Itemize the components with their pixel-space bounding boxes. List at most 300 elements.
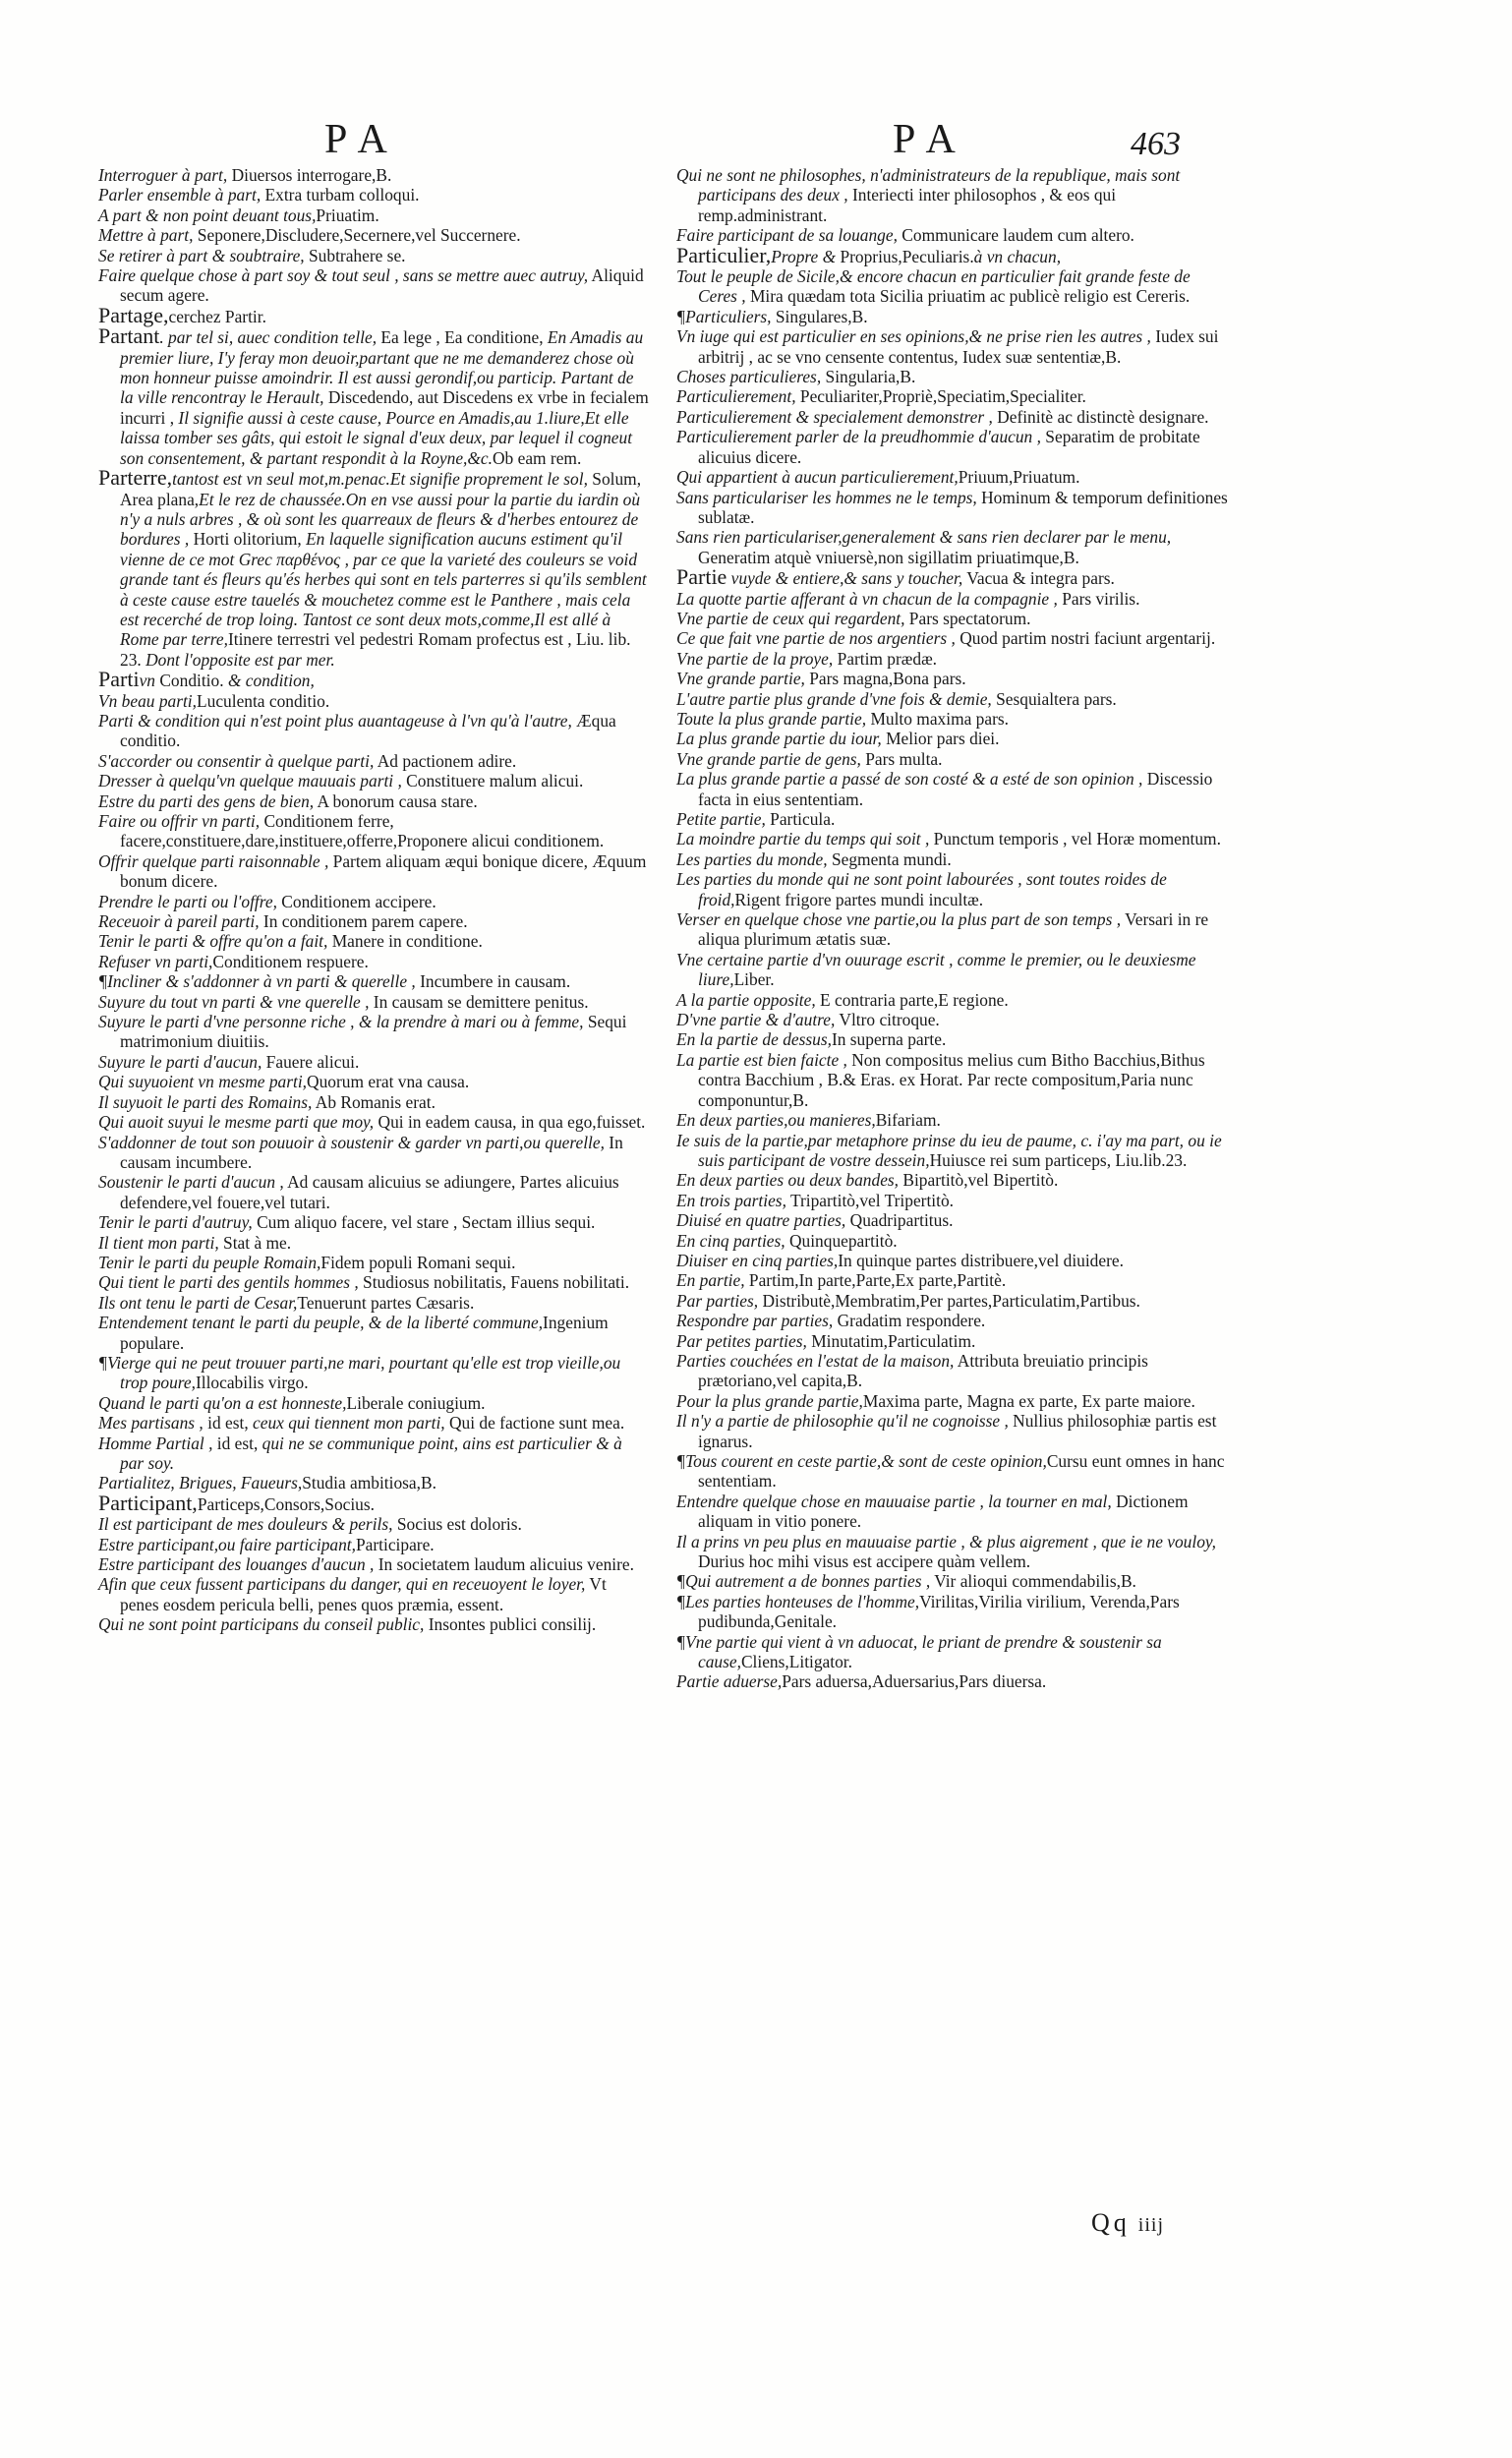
dictionary-entry: [98, 1172, 649, 1212]
entry-latin: Minutatim,Particulatim.: [806, 1330, 976, 1351]
entry-french: Mes partisans ,: [98, 1413, 208, 1434]
entry-latin: A bonorum causa stare.: [314, 790, 478, 811]
dictionary-entry: [676, 367, 1233, 386]
dictionary-entry: [98, 1313, 649, 1353]
entry-french: Afin que ceux fussent participans du danger, qui en receuoyent le loyer,: [98, 1574, 586, 1595]
entry-french: Diuiser en cinq parties,: [676, 1250, 839, 1270]
entry-french: à vn chacun,: [973, 246, 1062, 266]
dictionary-entry: [98, 931, 649, 951]
entry-headword: Partage,: [98, 302, 169, 327]
entry-latin: Quadripartitus.: [845, 1210, 954, 1231]
entry-latin: Punctum temporis , vel Horæ momentum.: [929, 829, 1221, 849]
entry-french: Parti & condition qui n'est point plus auantageuse à l'vn qu'à l'autre,: [98, 710, 572, 731]
dictionary-entry: [676, 407, 1233, 427]
entry-latin: Studia ambitiosa,B.: [302, 1473, 436, 1493]
dictionary-entry: [676, 689, 1233, 709]
entry-latin: In conditionem parem capere.: [259, 911, 468, 932]
entry-french: & condition,: [223, 671, 315, 691]
dictionary-entry: [98, 1353, 649, 1393]
entry-latin: Nullius philosophiæ partis est ignarus.: [698, 1411, 1217, 1451]
entry-latin: Pars multa.: [860, 748, 943, 769]
entry-french: Qui suyuoient vn mesme parti,: [98, 1072, 308, 1092]
signature-mark: [1091, 2208, 1164, 2238]
entry-latin: Bipartitò,vel Bipertitò.: [899, 1170, 1059, 1191]
entry-french: Tenir le parti & offre qu'on a fait,: [98, 931, 328, 952]
dictionary-entry: [676, 1571, 1233, 1591]
entry-french: Qui appartient à aucun particulierement,: [676, 467, 959, 488]
entry-french: Dont l'opposite est par mer.: [145, 649, 335, 670]
entry-latin: Pars spectatorum.: [904, 608, 1031, 628]
entry-french: Qui auoit suyui le mesme parti que moy,: [98, 1112, 375, 1133]
entry-latin: Studiosus nobilitatis, Fauens nobilitati.: [358, 1272, 630, 1293]
entry-french: Tenir le parti d'autruy,: [98, 1212, 253, 1233]
entry-latin: Priuum,Priuatum.: [958, 467, 1080, 488]
dictionary-entry: [98, 711, 649, 751]
dictionary-entry: [98, 811, 649, 851]
entry-french: Estre participant des louanges d'aucun ,: [98, 1554, 375, 1575]
entry-french: Pour la plus grande partie,: [676, 1390, 863, 1411]
entry-french: Dresser à quelqu'vn quelque mauuais parti ,: [98, 771, 402, 791]
entry-latin: Ad causam alicuius se adiungere, Partes alicuius defendere,vel fouere,vel tutari.: [120, 1172, 619, 1212]
dictionary-entry: [98, 1012, 649, 1052]
entry-french: Vn iuge qui est particulier en ses opinions,& ne prise rien les autres ,: [676, 326, 1151, 347]
dictionary-entry: [98, 265, 649, 306]
dictionary-entry: [98, 791, 649, 811]
entry-latin: Generatim atquè vniuersè,non sigillatim priuatimque,B.: [698, 547, 1079, 567]
entry-latin: Dictionem aliquam in vitio ponere.: [698, 1491, 1189, 1532]
entry-latin: Diuersos interrogare,B.: [227, 165, 392, 185]
entry-latin: Liber.: [733, 969, 775, 990]
entry-latin: Partim,In parte,Parte,Ex parte,Partitè.: [744, 1270, 1007, 1291]
entry-latin: Singularia,B.: [821, 367, 916, 387]
dictionary-entry: [676, 1671, 1233, 1691]
entry-latin: Solum, Area plana,: [120, 469, 642, 509]
entry-latin: Vir alioqui commendabilis,B.: [930, 1571, 1136, 1592]
entry-french: S'addonner de tout son pouuoir à soustenir & garder vn parti,ou querelle,: [98, 1132, 605, 1152]
entry-french: ceux qui tiennent mon parti,: [253, 1413, 445, 1434]
entry-latin: In superna parte.: [831, 1029, 947, 1050]
dictionary-entry: [676, 1451, 1233, 1492]
dictionary-entry: [676, 669, 1233, 688]
entry-french: Petite partie,: [676, 809, 766, 829]
entry-latin: Conditionem ferre, facere,constituere,dare,instituere,offerre,Proponere alicui conditionem.: [120, 811, 605, 851]
dictionary-entry: [98, 952, 649, 971]
entry-french: Suyure du tout vn parti & vne querelle ,: [98, 991, 370, 1012]
entry-french: Par parties,: [676, 1290, 759, 1311]
entry-french: En la partie de dessus,: [676, 1029, 832, 1050]
entry-french: Se retirer à part & soubtraire,: [98, 245, 305, 265]
dictionary-entry: [676, 1210, 1233, 1230]
dictionary-entry: [676, 467, 1233, 487]
entry-latin: Attributa breuiatio principis prætoriano,vel capita,B.: [698, 1350, 1148, 1391]
entry-french: Particulierement,: [676, 386, 796, 407]
dictionary-entry: [98, 185, 649, 205]
entry-french: Vne certaine partie d'vn ouurage escrit , comme le premier, ou le deuxiesme liure,: [676, 949, 1196, 990]
entry-french: Diuisé en quatre parties,: [676, 1210, 846, 1231]
entry-french: Faire quelque chose à part soy & tout seul , sans se mettre auec autruy,: [98, 265, 589, 286]
entry-latin: Virilitas,Virilia virilium, Verenda,Pars pudibunda,Genitale.: [698, 1591, 1180, 1632]
right-column: [676, 165, 1233, 1692]
entry-latin: Separatim de probitate alicuius dicere.: [698, 427, 1200, 467]
entry-latin: Rigent frigore partes mundi incultæ.: [734, 889, 984, 909]
entry-latin: Discessio facta in eius sententiam.: [698, 769, 1213, 809]
entry-latin: Æqua conditio.: [120, 710, 616, 751]
running-head-left: PA: [324, 117, 401, 162]
entry-french: En deux parties,ou manieres,: [676, 1110, 876, 1131]
dictionary-entry: [98, 1614, 649, 1634]
entry-french: En deux parties ou deux bandes,: [676, 1170, 900, 1191]
dictionary-entry: [98, 911, 649, 931]
entry-french: Il tient mon parti,: [98, 1232, 219, 1253]
entry-latin: Definitè ac distinctè designare.: [992, 406, 1209, 427]
entry-latin: Fauere alicui.: [262, 1051, 360, 1072]
entry-latin: Vt penes eosdem pericula belli, penes quos præmia, essent.: [120, 1574, 607, 1614]
dictionary-entry: [676, 709, 1233, 729]
entry-latin: Priuatim.: [316, 205, 379, 225]
entry-latin: Cliens,Litigator.: [740, 1652, 852, 1672]
entry-french: Propre &: [771, 246, 841, 266]
dictionary-entry: [98, 1112, 649, 1132]
dictionary-entry: [676, 809, 1233, 829]
dictionary-entry: [98, 1293, 649, 1313]
entry-latin: Horti olitorium,: [189, 529, 307, 550]
dictionary-entry: [98, 465, 649, 670]
entry-french: Ce que fait vne partie de nos argentiers ,: [676, 628, 956, 649]
signature-letters: Qq: [1091, 2208, 1131, 2237]
entry-french: ¶Tous courent en ceste partie,& sont de ceste opinion,: [676, 1451, 1047, 1471]
dictionary-entry: [676, 1029, 1233, 1049]
entry-french: Qui ne sont point participans du conseil public,: [98, 1614, 425, 1635]
entry-latin: Iudex sui arbitrij , ac se vno censente contentus, Iudex suæ sententiæ,B.: [698, 326, 1219, 367]
entry-french: Qui tient le parti des gentils hommes ,: [98, 1272, 359, 1293]
dictionary-entry: [676, 1291, 1233, 1311]
entry-latin: Socius est doloris.: [392, 1514, 522, 1535]
signature-sheet: iiij: [1137, 2214, 1165, 2236]
entry-french: La plus grande partie du iour,: [676, 729, 882, 749]
entry-french: Il n'y a partie de philosophie qu'il ne cognoisse ,: [676, 1411, 1009, 1432]
dictionary-entry: [676, 649, 1233, 669]
page-number: 463: [1131, 126, 1181, 162]
entry-latin: Conditionem respuere.: [212, 951, 369, 971]
dictionary-entry: [98, 1272, 649, 1292]
entry-french: Sans particulariser les hommes ne le temps,: [676, 487, 977, 507]
dictionary-entry: [676, 1131, 1233, 1171]
dictionary-entry: [98, 205, 649, 225]
dictionary-entry: [676, 427, 1233, 467]
entry-french: En partie,: [676, 1270, 745, 1291]
entry-french: Offrir quelque parti raisonnable ,: [98, 850, 329, 871]
entry-latin: Gradatim respondere.: [833, 1311, 986, 1331]
dictionary-entry: [676, 1010, 1233, 1029]
entry-latin: Conditionem accipere.: [276, 891, 436, 911]
entry-french: Choses particulieres,: [676, 367, 822, 387]
entry-french: Les parties du monde qui ne sont point labourées , sont toutes roides de froid,: [676, 869, 1167, 909]
entry-french: qui ne se communique point, ains est particulier & à par soy.: [120, 1433, 622, 1473]
entry-latin: Melior pars diei.: [881, 729, 1000, 749]
dictionary-entry: [98, 1233, 649, 1253]
dictionary-entry: [98, 1434, 649, 1474]
entry-french: ¶Les parties honteuses de l'homme,: [676, 1591, 920, 1611]
dictionary-entry: [676, 386, 1233, 406]
entry-latin: Pars aduersa,Aduersarius,Pars diuersa.: [782, 1671, 1047, 1692]
dictionary-entry: [676, 628, 1233, 648]
entry-latin: Liberale coniugium.: [346, 1392, 486, 1413]
dictionary-entry: [676, 769, 1233, 809]
dictionary-entry: [676, 1532, 1233, 1572]
entry-latin: Distributè,Membratim,Per partes,Particulatim,Partibus.: [758, 1290, 1140, 1311]
dictionary-entry: [676, 527, 1233, 567]
entry-french: ¶Qui autrement a de bonnes parties ,: [676, 1571, 931, 1592]
dictionary-entry: [676, 242, 1233, 267]
entry-latin: id est,: [216, 1433, 262, 1453]
entry-french: Interroguer à part,: [98, 165, 228, 185]
dictionary-entry: [676, 488, 1233, 528]
entry-latin: Sequi matrimonium diuitiis.: [120, 1012, 627, 1052]
entry-french: Quand le parti qu'on a est honneste,: [98, 1392, 347, 1413]
entry-latin: In societatem laudum alicuius venire.: [374, 1554, 634, 1575]
entry-latin: Durius hoc mihi visus est accipere quàm vellem.: [698, 1551, 1031, 1572]
entry-french: Faire ou offrir vn parti,: [98, 811, 261, 831]
entry-french: Qui ne sont ne philosophes, n'administrateurs de la republique, mais sont participans des deux ,: [676, 165, 1181, 205]
entry-latin: Proprius,Peculiaris.: [840, 246, 974, 266]
dictionary-entry: [676, 1391, 1233, 1411]
entry-french: . par tel si, auec condition telle,: [159, 327, 378, 348]
dictionary-entry: [98, 667, 649, 692]
entry-french: Suyure le parti d'vne personne riche , & la prendre à mari ou à femme,: [98, 1012, 584, 1032]
entry-latin: Tenuerunt partes Cæsaris.: [297, 1292, 475, 1313]
entry-latin: Fidem populi Romani sequi.: [320, 1252, 516, 1272]
entry-french: Particulierement parler de la preudhommie d'aucun ,: [676, 427, 1041, 447]
entry-headword: Partant: [98, 323, 160, 349]
entry-french: ¶Vierge qui ne peut trouuer parti,ne mari, pourtant qu'elle est trop vieille,ou trop poure,: [98, 1352, 621, 1393]
entry-french: La partie est bien faicte ,: [676, 1049, 847, 1070]
dictionary-entry: [676, 266, 1233, 307]
entry-latin: Non compositus melius cum Bitho Bacchius,Bithus contra Bacchium , B.& Eras. ex Horat. Par recte compositum,Paria nunc componuntur,B.: [698, 1049, 1205, 1110]
entry-latin: Ea lege , Ea conditione,: [377, 327, 548, 348]
dictionary-entry: [676, 749, 1233, 769]
entry-latin: Partem aliquam æqui bonique dicere, Æquum bonum dicere.: [120, 850, 647, 892]
entry-latin: Particeps,Consors,Socius.: [197, 1493, 375, 1514]
entry-latin: Partim prædæ.: [833, 648, 938, 669]
entry-latin: Ab Romanis erat.: [312, 1091, 436, 1112]
dictionary-entry: [676, 1251, 1233, 1270]
entry-french: Les parties du monde,: [676, 849, 828, 869]
entry-french: Vne partie de ceux qui regardent,: [676, 608, 905, 628]
entry-french: Particulierement & specialement demonstrer ,: [676, 406, 993, 427]
dictionary-entry: [676, 869, 1233, 909]
entry-headword: Partie: [676, 564, 727, 590]
entry-french: En cinq parties,: [676, 1230, 785, 1251]
entry-latin: Huiusce rei sum particeps, Liu.lib.23.: [929, 1149, 1188, 1170]
entry-latin: Participare.: [355, 1534, 435, 1554]
entry-french: Respondre par parties,: [676, 1311, 834, 1331]
entry-french: Parties couchées en l'estat de la maison,: [676, 1350, 955, 1371]
entry-french: tantost est vn seul mot,m.penac.Et signifie proprement le sol,: [172, 469, 588, 490]
dictionary-entry: [676, 1492, 1233, 1532]
entry-latin: Tripartitò,vel Tripertitò.: [785, 1190, 954, 1210]
running-head-right: PA: [893, 117, 969, 162]
entry-latin: In causam incumbere.: [120, 1132, 623, 1172]
entry-latin: In quinque partes distribuere,vel diuidere.: [838, 1250, 1124, 1270]
entry-french: Entendement tenant le parti du peuple, & de la liberté commune,: [98, 1313, 544, 1333]
dictionary-entry: [98, 851, 649, 892]
entry-latin: Communicare laudem cum altero.: [897, 225, 1134, 246]
entry-french: Mettre à part,: [98, 225, 194, 246]
entry-french: Partialitez, Brigues, Faueurs,: [98, 1473, 303, 1493]
entry-french: Vn beau parti,: [98, 690, 197, 711]
entry-latin: Discedendo, aut Discedens ex vrbe in fecialem incurri ,: [120, 387, 649, 428]
dictionary-entry: [98, 1393, 649, 1413]
dictionary-entry: [676, 1331, 1233, 1351]
dictionary-entry: [98, 1092, 649, 1112]
entry-french: Il suyuoit le parti des Romains,: [98, 1091, 313, 1112]
dictionary-entry: [676, 1411, 1233, 1451]
entry-french: L'autre partie plus grande d'vne fois & demie,: [676, 688, 992, 709]
entry-french: A part & non point deuant tous,: [98, 205, 317, 225]
entry-french: La plus grande partie a passé de son costé & a esté de son opinion ,: [676, 769, 1143, 790]
dictionary-entry: [676, 165, 1233, 225]
entry-french: Vne grande partie de gens,: [676, 748, 861, 769]
dictionary-entry: [676, 1050, 1233, 1110]
dictionary-entry: [98, 1574, 649, 1614]
entry-latin: Ob eam rem.: [493, 447, 582, 468]
entry-french: Il signifie aussi à ceste cause, Pource en Amadis,au 1.liure,Et elle laissa tomber ses gâts, qui estoit le signal d'eux deux, par lequel il cogneut son consentement, & partant respondit à la Royne,&c.: [120, 407, 633, 468]
dictionary-entry: [676, 1191, 1233, 1210]
entry-french: Verser en quelque chose vne partie,ou la plus part de son temps ,: [676, 909, 1122, 930]
entry-latin: In causam se demittere penitus.: [369, 991, 589, 1012]
entry-french: ¶Particuliers,: [676, 306, 772, 326]
entry-french: Sans rien particulariser,generalement & sans rien declarer par le menu,: [676, 527, 1172, 548]
dictionary-entry: [676, 990, 1233, 1010]
entry-french: Refuser vn parti,: [98, 951, 213, 971]
entry-french: Vne grande partie,: [676, 669, 805, 689]
entry-latin: Quod partim nostri faciunt argentarij.: [955, 628, 1216, 649]
entry-latin: Insontes publici consilij.: [424, 1614, 597, 1635]
dictionary-entry: [676, 849, 1233, 869]
dictionary-entry: [676, 1632, 1233, 1672]
entry-latin: Maxima parte, Magna ex parte, Ex parte maiore.: [862, 1390, 1195, 1411]
entry-french: Vne partie de la proye,: [676, 648, 834, 669]
entry-french: vn: [139, 671, 160, 691]
entry-french: Homme Partial ,: [98, 1433, 217, 1453]
entry-latin: Quorum erat vna causa.: [307, 1072, 470, 1092]
entry-latin: Pars virilis.: [1057, 588, 1140, 609]
dictionary-entry: [98, 1535, 649, 1554]
dictionary-entry: [98, 165, 649, 185]
entry-french: ¶Vne partie qui vient à vn aduocat, le priant de prendre & soustenir sa cause,: [676, 1631, 1162, 1672]
dictionary-entry: [98, 1253, 649, 1272]
entry-french: La quotte partie afferant à vn chacun de la compagnie ,: [676, 588, 1058, 609]
entry-latin: Extra turbam colloqui.: [261, 185, 420, 205]
entry-latin: Bifariam.: [875, 1110, 941, 1131]
entry-latin: cerchez Partir.: [168, 306, 266, 326]
entry-latin: Cum aliquo facere, vel stare , Sectam illius sequi.: [252, 1212, 596, 1233]
entry-latin: Qui in eadem causa, in qua ego,fuisset.: [374, 1112, 646, 1133]
entry-french: S'accorder ou consentir à quelque parti,: [98, 750, 375, 771]
entry-french: vuyde & entiere,& sans y toucher,: [727, 568, 963, 589]
entry-french: En laquelle signification aucuns estiment qu'il vienne de ce mot Grec παρθένος , par ce que la varieté des couleurs se void grande tant és fleurs qu'és herbes qui sont en tels parterres si qu'ils semblent à ceste cause estre tauelés & mouchetez comme est le Panthere , mais cela est recerché de trop loing. Tantost ce sont deux mots,comme,Il est allé à Rome par terre,: [120, 529, 647, 650]
entry-latin: Multo maxima pars.: [866, 708, 1009, 729]
entry-latin: Ingenium populare.: [120, 1313, 609, 1353]
dictionary-entry: [98, 751, 649, 771]
entry-french: En trois parties,: [676, 1190, 786, 1210]
entry-latin: Singulares,B.: [771, 306, 868, 326]
dictionary-entry: [676, 589, 1233, 609]
entry-french: Il a prins vn peu plus en mauuaise partie , & plus aigrement , que ie ne vouloy,: [676, 1531, 1217, 1551]
entry-latin: Incumbere in causam.: [415, 971, 571, 992]
dictionary-entry: [98, 1490, 649, 1515]
entry-french: Tenir le parti du peuple Romain,: [98, 1252, 321, 1272]
dictionary-entry: [676, 1351, 1233, 1391]
entry-french: Parler ensemble à part,: [98, 185, 262, 205]
entry-french: Estre du parti des gens de bien,: [98, 790, 315, 811]
dictionary-entry: [98, 771, 649, 790]
entry-latin: Interiecti inter philosophos , & eos qui remp.administrant.: [698, 185, 1117, 225]
entry-french: En Amadis au premier liure, I'y feray mon deuoir,partant que ne me demanderez chose où mon honneur puisse amoindrir. Il est aussi gerondif,ou particip. Partant de la ville rencontray le Herault,: [120, 327, 644, 408]
entry-french: Ie suis de la partie,par metaphore prinse du ieu de paume, c. i'ay ma part, ou ie suis participant de vostre dessein,: [676, 1130, 1222, 1170]
dictionary-entry: [676, 1110, 1233, 1130]
entry-latin: Sesquialtera pars.: [991, 688, 1117, 709]
entry-french: ¶Incliner & s'addonner à vn parti & querelle ,: [98, 971, 416, 992]
entry-french: Entendre quelque chose en mauuaise partie , la tourner en mal,: [676, 1491, 1112, 1511]
dictionary-entry: [676, 950, 1233, 990]
dictionary-entry: [98, 1212, 649, 1232]
entry-latin: E contraria parte,E regione.: [815, 989, 1009, 1010]
dictionary-entry: [98, 971, 649, 991]
dictionary-entry: [98, 1514, 649, 1534]
entry-latin: Constituere malum alicui.: [401, 771, 584, 791]
entry-latin: Luculenta conditio.: [197, 690, 330, 711]
entry-latin: Mira quædam tota Sicilia priuatim ac publicè religio est Cereris.: [745, 286, 1191, 307]
left-column: [98, 165, 649, 1635]
entry-latin: Manere in conditione.: [327, 931, 483, 952]
entry-latin: Qui de factione sunt mea.: [444, 1413, 625, 1434]
entry-latin: Ad pactionem adire.: [374, 750, 517, 771]
entry-french: Ils ont tenu le parti de Cesar,: [98, 1292, 298, 1313]
entry-latin: Vltro citroque.: [835, 1010, 940, 1030]
entry-latin: Quinquepartitò.: [785, 1230, 898, 1251]
dictionary-entry: [676, 1592, 1233, 1632]
entry-latin: Seponere,Discludere,Secernere,vel Succernere.: [193, 225, 521, 246]
entry-french: Et le rez de chaussée.On en vse aussi pour la partie du iardin où n'y a nuls arbres , & où sont les quarreaux de fleurs & d'herbes entourez de bordures ,: [120, 489, 641, 550]
entry-french: Faire participant de sa louange,: [676, 225, 898, 246]
dictionary-entry: [676, 564, 1233, 590]
entry-headword: Participant,: [98, 1490, 198, 1515]
entry-french: Par petites parties,: [676, 1330, 807, 1351]
entry-french: Estre participant,ou faire participant,: [98, 1534, 356, 1554]
dictionary-entry: [98, 691, 649, 711]
entry-latin: Conditio.: [159, 671, 224, 691]
entry-french: Soustenir le parti d'aucun ,: [98, 1172, 284, 1193]
dictionary-entry: [676, 1170, 1233, 1190]
entry-french: Prendre le parti ou l'offre,: [98, 891, 277, 911]
dictionary-entry: [676, 1270, 1233, 1290]
dictionary-entry: [98, 892, 649, 911]
entry-latin: Subtrahere se.: [304, 245, 406, 265]
entry-french: Suyure le parti d'aucun,: [98, 1051, 262, 1072]
entry-latin: Versari in re aliqua plurimum ætatis suæ.: [698, 909, 1209, 950]
entry-latin: Aliquid secum agere.: [120, 265, 644, 306]
entry-latin: Pars magna,Bona pars.: [804, 669, 966, 689]
entry-french: Tout le peuple de Sicile,& encore chacun en particulier fait grande feste de Ceres ,: [676, 266, 1191, 307]
entry-french: Toute la plus grande partie,: [676, 708, 867, 729]
entry-latin: Hominum & temporum definitiones sublatæ.: [698, 487, 1228, 527]
entry-french: Partie aduerse,: [676, 1671, 783, 1692]
dictionary-entry: [98, 323, 649, 468]
dictionary-entry: [98, 1072, 649, 1091]
entry-headword: Particulier,: [676, 242, 772, 267]
entry-latin: Segmenta mundi.: [827, 849, 952, 869]
